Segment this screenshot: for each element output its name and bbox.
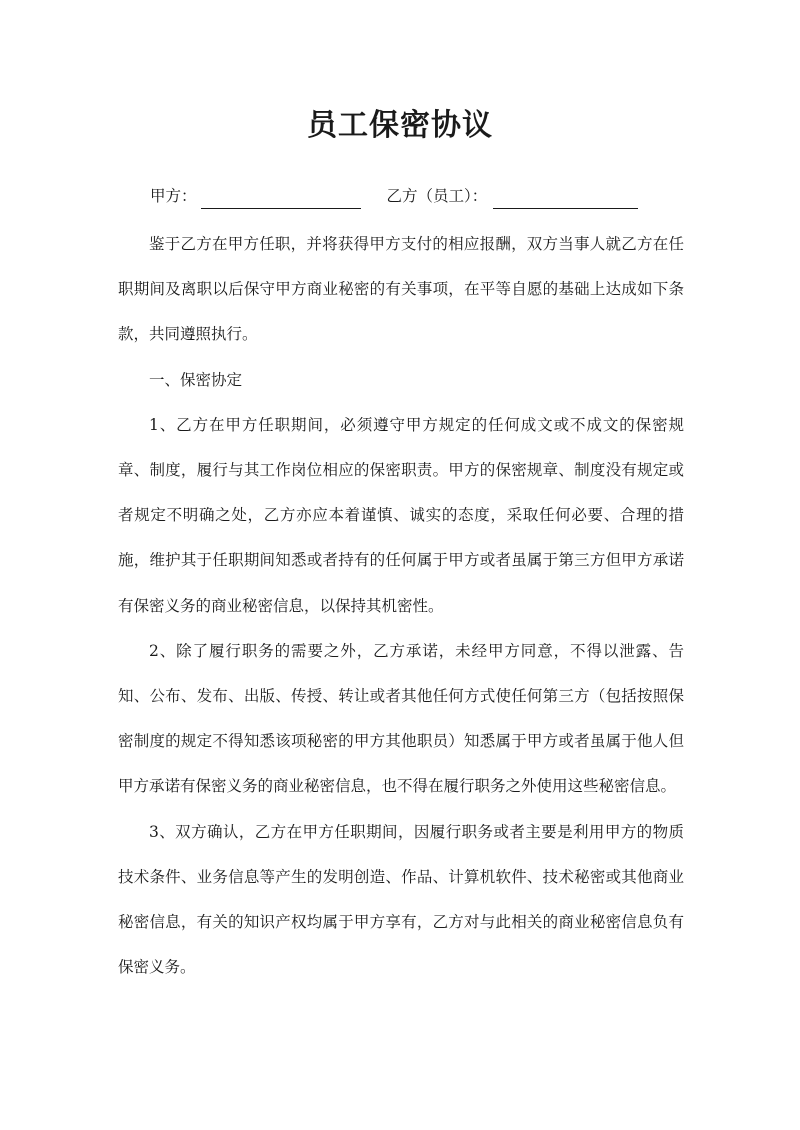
party-b-blank-field[interactable] bbox=[493, 188, 638, 209]
clause-1: 1、乙方在甲方任职期间，必须遵守甲方规定的任何成文或不成文的保密规章、制度，履行与其工作岗位相应的保密职责。甲方的保密规章、制度没有规定或者规定不明确之处，乙方亦应本着谨慎、诚实的态度，采取任何必要、合理的措施，维护其于任职期间知悉或者持有的任何属于甲方或者虽属于第三方但甲方承诺有保密义务的商业秘密信息，以保持其机密性。 bbox=[118, 415, 684, 615]
document-title: 员工保密协议 bbox=[307, 108, 493, 143]
agreement-body bbox=[118, 222, 684, 990]
clause-2: 2、除了履行职务的需要之外，乙方承诺，未经甲方同意，不得以泄露、告知、公布、发布、出版、传授、转让或者其他任何方式使任何第三方（包括按照保密制度的规定不得知悉该项秘密的甲方其他职员）知悉属于甲方或者虽属于他人但甲方承诺有保密义务的商业秘密信息，也不得在履行职务之外使用这些秘密信息。 bbox=[118, 641, 684, 796]
party-b-label: 乙方（员工）： bbox=[386, 187, 488, 205]
section-heading: 一、保密协定 bbox=[149, 370, 243, 389]
parties-line bbox=[150, 183, 690, 209]
party-a-blank-field[interactable] bbox=[201, 188, 361, 209]
clause-3: 3、双方确认，乙方在甲方任职期间，因履行职务或者主要是利用甲方的物质技术条件、业务信息等产生的发明创造、作品、计算机软件、技术秘密或其他商业秘密信息，有关的知识产权均属于甲方享有，乙方对与此相关的商业秘密信息负有保密义务。 bbox=[118, 822, 684, 977]
party-a-label: 甲方： bbox=[150, 187, 197, 205]
intro-paragraph: 鉴于乙方在甲方任职，并将获得甲方支付的相应报酬，双方当事人就乙方在任职期间及离职以后保守甲方商业秘密的有关事项，在平等自愿的基础上达成如下条款，共同遵照执行。 bbox=[118, 235, 684, 344]
